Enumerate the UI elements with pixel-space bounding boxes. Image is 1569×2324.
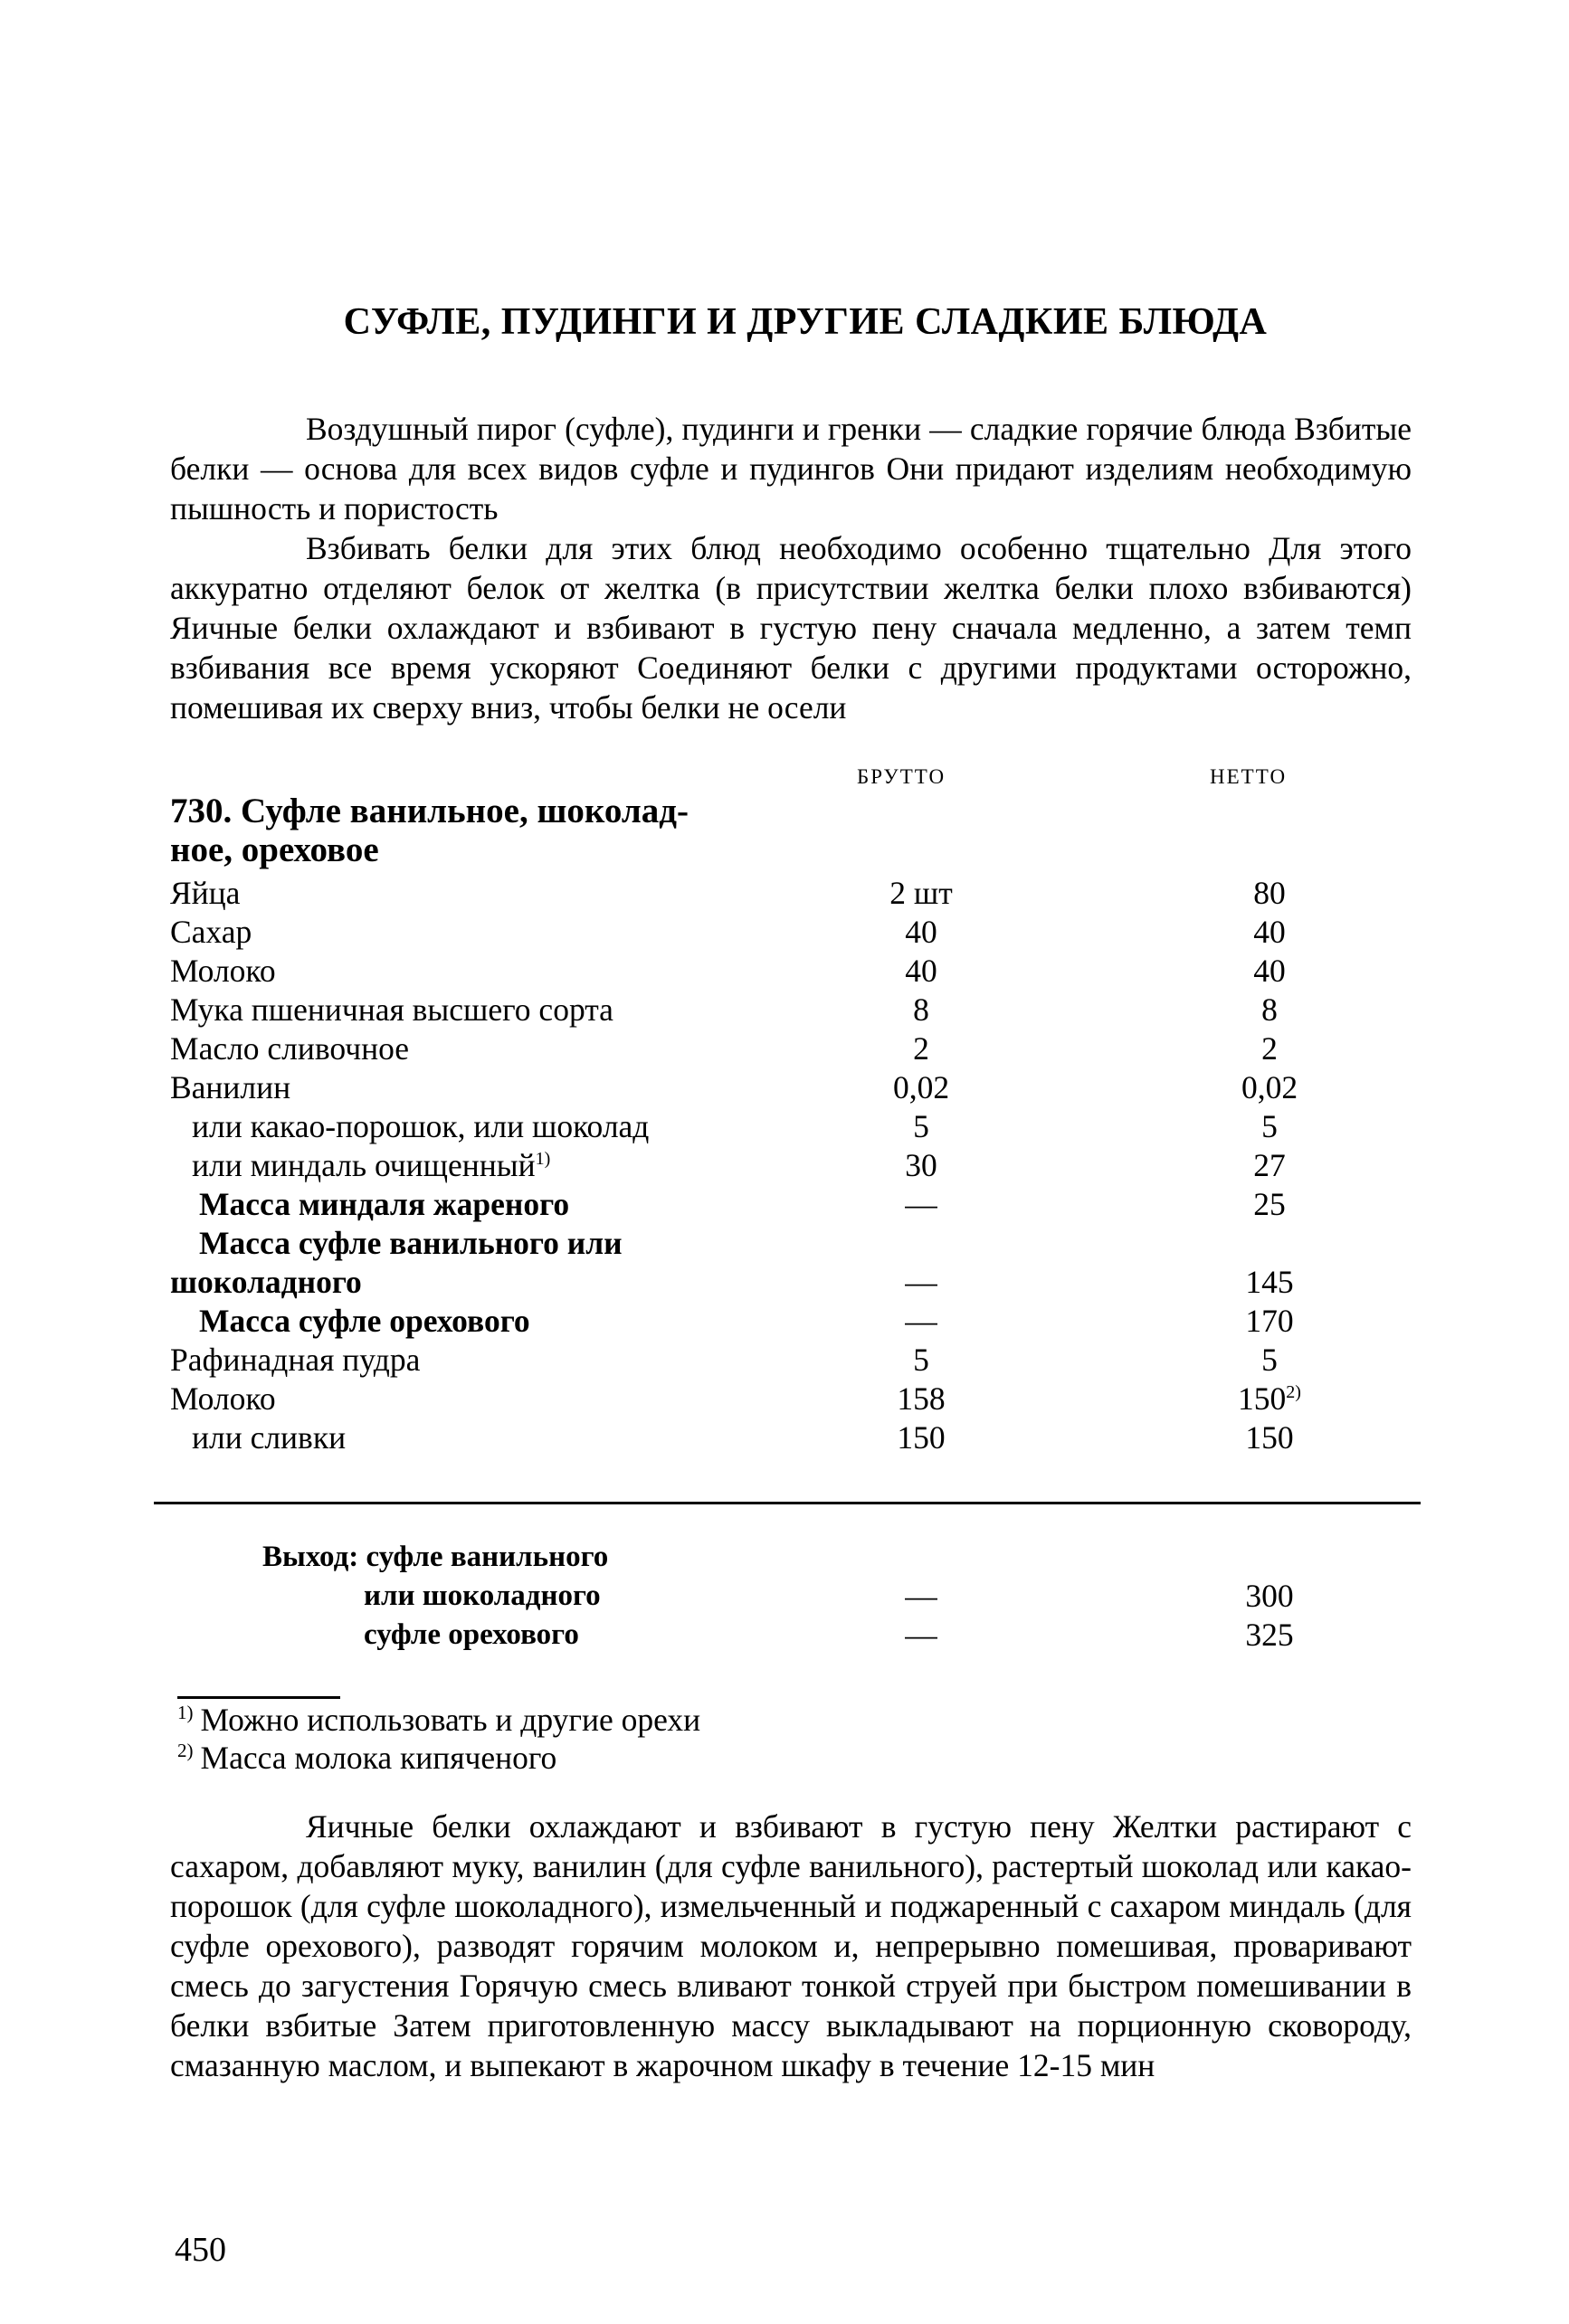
page-number: 450 <box>175 2231 226 2269</box>
ingredient-name-text: или миндаль очищенный <box>192 1147 536 1183</box>
ingredient-row <box>170 1263 1346 1302</box>
netto-value-text: 150 <box>1238 1380 1287 1417</box>
brutto-value: 2 шт <box>889 875 953 911</box>
brutto-value: — <box>905 1264 937 1300</box>
yield-table <box>170 1538 1346 1655</box>
ingredient-row <box>170 991 1346 1029</box>
recipe-title-line-1: 730. Суфле ванильное, шоколад- <box>170 792 689 830</box>
netto-value: 170 <box>1245 1303 1294 1339</box>
ingredient-row <box>170 1029 1346 1068</box>
intro-text <box>170 409 1412 727</box>
ingredient-row <box>170 913 1346 952</box>
brutto-value: — <box>905 1303 937 1339</box>
netto-value: 0,02 <box>1241 1069 1298 1105</box>
ingredient-row <box>170 1302 1346 1341</box>
netto-value: 27 <box>1253 1147 1286 1183</box>
ingredient-row <box>170 1380 1346 1418</box>
ingredient-name: Сахар <box>170 914 252 950</box>
netto-value <box>1220 1380 1319 1418</box>
footnote-mark: 1) <box>177 1702 194 1724</box>
ingredient-row <box>170 1107 1346 1146</box>
yield-label: суфле орехового <box>364 1618 579 1651</box>
ingredient-row <box>170 874 1346 913</box>
footnote-text: Можно использовать и другие орехи <box>200 1702 701 1738</box>
netto-value: 40 <box>1253 914 1286 950</box>
method-text <box>170 1807 1412 2085</box>
brutto-value: 40 <box>905 953 937 989</box>
ingredient-row <box>170 1418 1346 1457</box>
ingredient-name: шоколадного <box>170 1264 362 1300</box>
footnote <box>177 1739 700 1777</box>
ingredient-table <box>170 874 1346 1457</box>
ingredient-name: Яйца <box>170 875 241 911</box>
netto-value: 8 <box>1261 991 1278 1028</box>
ingredient-name: Масса суфле орехового <box>199 1303 530 1339</box>
footnote-marker: 2) <box>1286 1382 1301 1403</box>
brutto-value: 5 <box>913 1108 929 1144</box>
brutto-value: 40 <box>905 914 937 950</box>
ingredient-row <box>170 952 1346 991</box>
footnote-text: Масса молока кипяченого <box>200 1740 557 1776</box>
intro-paragraph-1: Воздушный пирог (суфле), пудинги и гренки — сладкие горячие блюда Взбитые белки — основа для всех видов суфле и пудингов Они придают изделиям необходимую пышность и пористость <box>170 411 1412 526</box>
brutto-value: 8 <box>913 991 929 1028</box>
netto-value: 300 <box>1245 1578 1294 1614</box>
brutto-value: 0,02 <box>892 1069 950 1105</box>
footnote-marker: 1) <box>535 1149 551 1170</box>
netto-value: 40 <box>1253 953 1286 989</box>
ingredient-name: Масса суфле ванильного или <box>199 1225 623 1261</box>
netto-value: 25 <box>1253 1186 1286 1222</box>
yield-row <box>170 1616 1346 1655</box>
brutto-value: 30 <box>905 1147 937 1183</box>
ingredient-row <box>170 1146 1346 1185</box>
brutto-value: 150 <box>897 1419 946 1456</box>
netto-value: 145 <box>1245 1264 1294 1300</box>
brutto-value: 158 <box>897 1380 946 1417</box>
footnote-divider <box>177 1696 340 1699</box>
ingredient-name <box>192 1146 550 1185</box>
brutto-value: — <box>905 1186 937 1222</box>
ingredient-row <box>170 1185 1346 1224</box>
ingredient-name: Молоко <box>170 1380 276 1417</box>
brutto-value: — <box>905 1617 937 1653</box>
method-paragraph: Яичные белки охлаждают и взбивают в густую пену Желтки растирают с сахаром, добавляют муку, ванилин (для суфле ванильного), растертый шоколад или какао-порошок (для суфле шоколадного), измельченный и поджаренный с сахаром миндаль (для суфле орехового), разводят горячим молоком и, непрерывно помешивая, проваривают смесь до загустения Горячую смесь вливают тонкой струей при быстром помешивании в белки взбитые Затем приготовленную массу выкладывают на порционную сковороду, смазанную маслом, и выпекают в жарочном шкафу в течение 12-15 мин <box>170 1808 1412 2083</box>
yield-row <box>170 1538 1346 1577</box>
recipe-title <box>170 792 689 869</box>
footnote <box>177 1701 700 1739</box>
ingredient-name: Молоко <box>170 953 276 989</box>
ingredient-name: Масса миндаля жареного <box>199 1186 570 1222</box>
ingredient-row <box>170 1068 1346 1107</box>
ingredient-name: Ванилин <box>170 1069 291 1105</box>
yield-row <box>170 1577 1346 1616</box>
yield-label: или шоколадного <box>364 1579 601 1612</box>
netto-value: 325 <box>1245 1617 1294 1653</box>
page-title: СУФЛЕ, ПУДИНГИ И ДРУГИЕ СЛАДКИЕ БЛЮДА <box>343 301 1268 343</box>
table-divider <box>154 1502 1421 1504</box>
footnotes <box>177 1701 700 1777</box>
brutto-value: 5 <box>913 1342 929 1378</box>
intro-paragraph-2: Взбивать белки для этих блюд необходимо особенно тщательно Для этого аккуратно отделяют белок от желтка (в присутствии желтка белки плохо взбиваются) Яичные белки охлаждают и взбивают в густую пену сначала медленно, а затем темп взбивания все время ускоряют Соединяют белки с другими продуктами осторожно, помешивая их сверху вниз, чтобы белки не осели <box>170 530 1412 726</box>
yield-label: Выход: суфле ванильного <box>262 1541 609 1573</box>
netto-value: 5 <box>1261 1342 1278 1378</box>
brutto-value: — <box>905 1578 937 1614</box>
ingredient-name: или сливки <box>192 1419 347 1456</box>
column-header-netto: НЕТТО <box>1210 765 1288 788</box>
column-header-brutto: БРУТТО <box>857 765 946 788</box>
ingredient-row <box>170 1224 1346 1263</box>
ingredient-name: Масло сливочное <box>170 1030 410 1067</box>
recipe-title-line-2: ное, ореховое <box>170 830 379 869</box>
netto-value: 80 <box>1253 875 1286 911</box>
ingredient-name: Рафинадная пудра <box>170 1342 421 1378</box>
footnote-mark: 2) <box>177 1740 194 1762</box>
netto-value: 2 <box>1261 1030 1278 1067</box>
netto-value: 150 <box>1245 1419 1294 1456</box>
ingredient-name: или какао-порошок, или шоколад <box>192 1108 650 1144</box>
brutto-value: 2 <box>913 1030 929 1067</box>
ingredient-name: Мука пшеничная высшего сорта <box>170 991 613 1028</box>
ingredient-row <box>170 1341 1346 1380</box>
netto-value: 5 <box>1261 1108 1278 1144</box>
